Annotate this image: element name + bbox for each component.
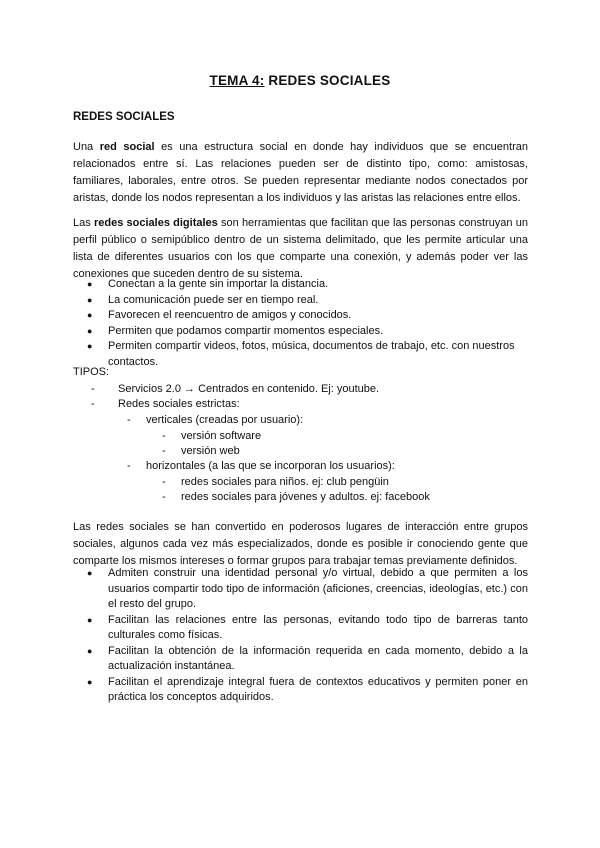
tipos-item-text: redes sociales para niños. ej: club pengüin (181, 476, 389, 488)
tipos-label: TIPOS: (73, 366, 110, 378)
list-item-text: Permiten compartir videos, fotos, música, documentos de trabajo, etc. con nuestros contactos. (108, 340, 515, 368)
tipos-item-text: Servicios 2.0 → Centrados en contenido. Ej: youtube. (118, 383, 380, 395)
bullet-icon: ● (87, 310, 93, 320)
bullet-icon: ● (87, 294, 93, 305)
p2-bold-term: redes sociales digitales (93, 217, 218, 229)
list-item (73, 293, 528, 309)
list-item-text: Admiten construir una identidad personal y/o virtual, debido a que permiten a los usuarios compartir todo tipo de información (aficiones, creencias, ideologías, etc.) con el resto del grupo. (108, 567, 528, 610)
tipos-item-text: horizontales (a las que se incorporan los usuarios): (146, 460, 395, 472)
bullet-icon: ● (87, 614, 93, 625)
bullet-list-advantages (73, 566, 528, 706)
p1-text-a: Una (73, 141, 100, 153)
bullet-icon: ● (87, 279, 93, 289)
bullet-icon: ● (87, 341, 93, 351)
list-item-text: La comunicación puede ser en tiempo real. (108, 293, 319, 306)
bullet-icon: ● (87, 568, 93, 578)
paragraph-red-social (73, 139, 528, 207)
list-item-text: Facilitan el aprendizaje integral fuera de contextos educativos y permiten poner en práctica los conceptos adquiridos. (108, 675, 528, 703)
dash-icon: - (127, 460, 131, 472)
list-item (73, 644, 528, 675)
tipos-item-version-web (162, 444, 240, 459)
list-item (73, 324, 528, 340)
dash-icon: - (162, 445, 166, 457)
dash-icon: - (91, 383, 95, 395)
list-item-text: Favorecen el reencuentro de amigos y conocidos. (108, 309, 352, 321)
bullet-list-features (73, 277, 528, 370)
bullet-icon: ● (87, 325, 93, 336)
tipos-item-text: versión software (181, 430, 262, 442)
list-item (73, 613, 528, 644)
tipos-item-estrictas (91, 397, 240, 412)
tipos-item-jovenes (162, 490, 430, 505)
tipos-item-text: Redes sociales estrictas: (118, 398, 240, 410)
list-item-text: Conectan a la gente sin importar la distancia. (108, 278, 329, 290)
tipos-item-servicios (91, 382, 379, 397)
list-item (73, 566, 528, 613)
bullet-icon: ● (87, 645, 93, 656)
p1-bold-term: red social (99, 141, 155, 153)
list-item (73, 675, 528, 706)
tipos-item-text: redes sociales para jóvenes y adultos. ej: facebook (181, 491, 430, 503)
tipos-item-text: verticales (creadas por usuario): (146, 414, 304, 426)
p2-text-c: son herramientas que facilitan que las personas construyan un perfil público o semipúblico dentro de un sistema delimitado, que les permite articular una lista de diferentes usuarios con los que comparte una conexión, y además poder ver las conexiones que suceden dentro de su sistema. (73, 217, 528, 280)
p1-text-c: es una estructura social en donde hay individuos que se encuentran relacionados entre sí. Las relaciones pueden ser de distinto tipo, como: amistosas, familiares, laborales, entre otros. Se pueden representar mediante nodos conectados por aristas, donde los nodos representan a los individuos y las aristas las relaciones entre ellos. (73, 141, 528, 204)
section-heading: REDES SOCIALES (73, 111, 175, 123)
list-item (73, 277, 528, 293)
dash-icon: - (162, 430, 166, 442)
list-item (73, 308, 528, 324)
list-item-text: Facilitan las relaciones entre las personas, evitando todo tipo de barreras tanto culturales como físicas. (108, 613, 528, 641)
tipos-item-horizontales (127, 459, 395, 474)
bullet-icon: ● (87, 676, 93, 687)
dash-icon: - (127, 414, 131, 426)
paragraph-lugares-interaccion: Las redes sociales se han convertido en poderosos lugares de interacción entre grupos sociales, algunos cada vez más especializados, donde es posible ir conociendo gente que comparte los mismos intereses o formar grupos para trabajar temas previamente definidos. (73, 521, 528, 567)
p2-text-a: Las (73, 217, 94, 229)
list-item-text: Permiten que podamos compartir momentos especiales. (108, 324, 384, 337)
dash-icon: - (162, 491, 166, 503)
tipos-item-version-software (162, 429, 261, 444)
tipos-item-ninos (162, 475, 389, 490)
dash-icon: - (162, 476, 166, 488)
dash-icon: - (91, 398, 95, 410)
tipos-item-text: versión web (181, 445, 240, 457)
list-item (73, 339, 528, 370)
list-item-text: Facilitan la obtención de la información requerida en cada momento, debido a la actualización instantánea. (108, 644, 528, 672)
title-prefix: TEMA 4: (209, 73, 265, 88)
page-title (0, 73, 600, 88)
paragraph-redes-digitales (73, 215, 528, 283)
title-rest: REDES SOCIALES (264, 73, 391, 88)
tipos-item-verticales (127, 413, 303, 428)
